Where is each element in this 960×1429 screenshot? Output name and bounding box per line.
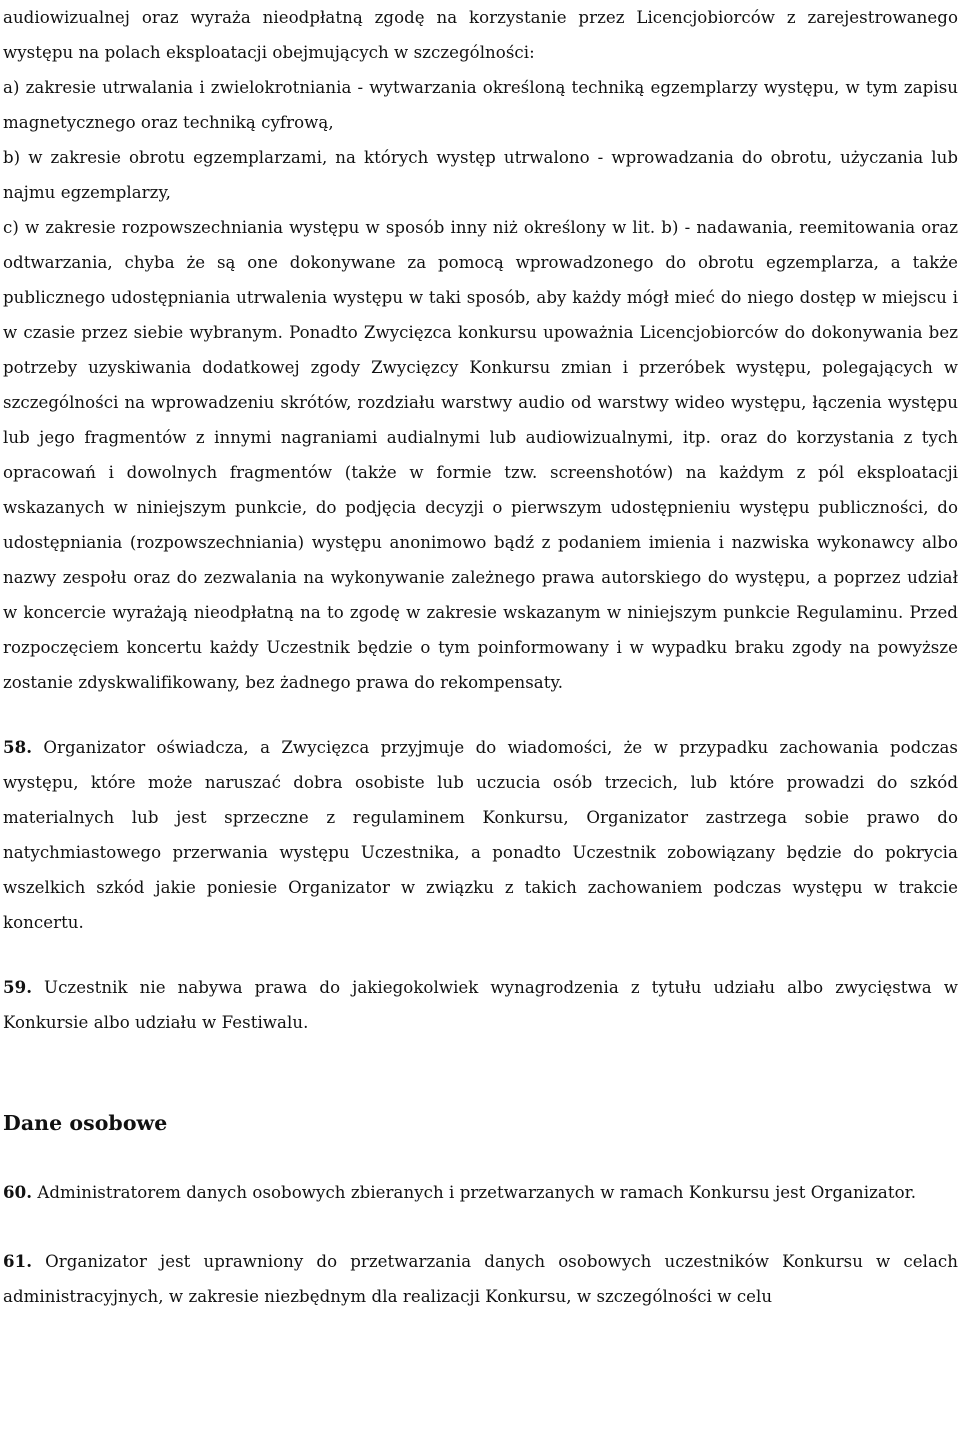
paragraph-text: Uczestnik nie nabywa prawa do jakiegokolwiek wynagrodzenia z tytułu udziału albo zwycięstwa w Konkursie albo udziału w Festiwalu. <box>3 978 958 1032</box>
paragraph-text: Organizator oświadcza, a Zwycięzca przyjmuje do wiadomości, że w przypadku zachowania podczas występu, które może naruszać dobra osobiste lub uczucia osób trzecich, lub które prowadzi do szkód materialnych lub jest sprzeczne z regulaminem Konkursu, Organizator zastrzega sobie prawo do natychmiastowego przerwania występu Uczestnika, a ponadto Uczestnik zobowiązany będzie do pokrycia wszelkich szkód jakie poniesie Organizator w związku z takich zachowaniem podczas występu w trakcie koncertu. <box>3 738 958 932</box>
paragraph-number: 61. <box>3 1251 33 1271</box>
spacer <box>3 1141 958 1175</box>
paragraph-number: 58. <box>3 737 33 757</box>
paragraph-59 <box>3 970 958 1040</box>
document-page <box>3 0 958 1314</box>
section-heading: Dane osobowe <box>3 1111 168 1135</box>
paragraph-number: 60. <box>3 1182 33 1202</box>
paragraph-text: Organizator jest uprawniony do przetwarzania danych osobowych uczestników Konkursu w celach administracyjnych, w zakresie niezbędnym dla realizacji Konkursu, w szczególności w celu <box>3 1252 958 1306</box>
spacer <box>3 1210 958 1244</box>
paragraph-text: Administratorem danych osobowych zbieranych i przetwarzanych w ramach Konkursu jest Organizator. <box>32 1183 917 1202</box>
intro-paragraph: audiowizualnej oraz wyraża nieodpłatną zgodę na korzystanie przez Licencjobiorców z zarejestrowanego występu na polach eksploatacji obejmujących w szczególności: <box>3 8 958 62</box>
list-item-a: a) zakresie utrwalania i zwielokrotniania - wytwarzania określoną techniką egzemplarzy występu, w tym zapisu magnetycznego oraz techniką cyfrową, <box>3 78 958 132</box>
spacer <box>3 1040 958 1106</box>
paragraph-61 <box>3 1244 958 1314</box>
list-item-c: c) w zakresie rozpowszechniania występu w sposób inny niż określony w lit. b) - nadawania, reemitowania oraz odtwarzania, chyba że są one dokonywane za pomocą wprowadzonego do obrotu egzemplarza, a także publicznego udostępniania utrwalenia występu w taki sposób, aby każdy mógł mieć do niego dostęp w miejscu i w czasie przez siebie wybranym. Ponadto Zwycięzca konkursu upoważnia Licencjobiorców do dokonywania bez potrzeby uzyskiwania dodatkowej zgody Zwycięzcy Konkursu zmian i przeróbek występu, polegających w szczególności na wprowadzeniu skrótów, rozdziału warstwy audio od warstwy wideo występu, łączenia występu lub jego fragmentów z innymi nagraniami audialnymi lub audiowizualnymi, itp. oraz do korzystania z tych opracowań i dowolnych fragmentów (także w formie tzw. screenshotów) na każdym z pól eksploatacji wskazanych w niniejszym punkcie, do podjęcia decyzji o pierwszym udostępnieniu występu publiczności, do udostępniania (rozpowszechniania) występu anonimowo bądź z podaniem imienia i nazwiska wykonawcy albo nazwy zespołu oraz do zezwalania na wykonywanie zależnego prawa autorskiego do występu, a poprzez udział w koncercie wyrażają nieodpłatną na to zgodę w zakresie wskazanym w niniejszym punkcie Regulaminu. Przed rozpoczęciem koncertu każdy Uczestnik będzie o tym poinformowany i w wypadku braku zgody na powyższe zostanie zdyskwalifikowany, bez żadnego prawa do rekompensaty. <box>3 218 958 692</box>
paragraph-58 <box>3 730 958 940</box>
spacer <box>3 940 958 970</box>
paragraph-60 <box>3 1175 958 1210</box>
paragraph-number: 59. <box>3 977 33 997</box>
spacer <box>3 700 958 730</box>
list-item-b: b) w zakresie obrotu egzemplarzami, na których występ utrwalono - wprowadzania do obrotu, użyczania lub najmu egzemplarzy, <box>3 148 958 202</box>
